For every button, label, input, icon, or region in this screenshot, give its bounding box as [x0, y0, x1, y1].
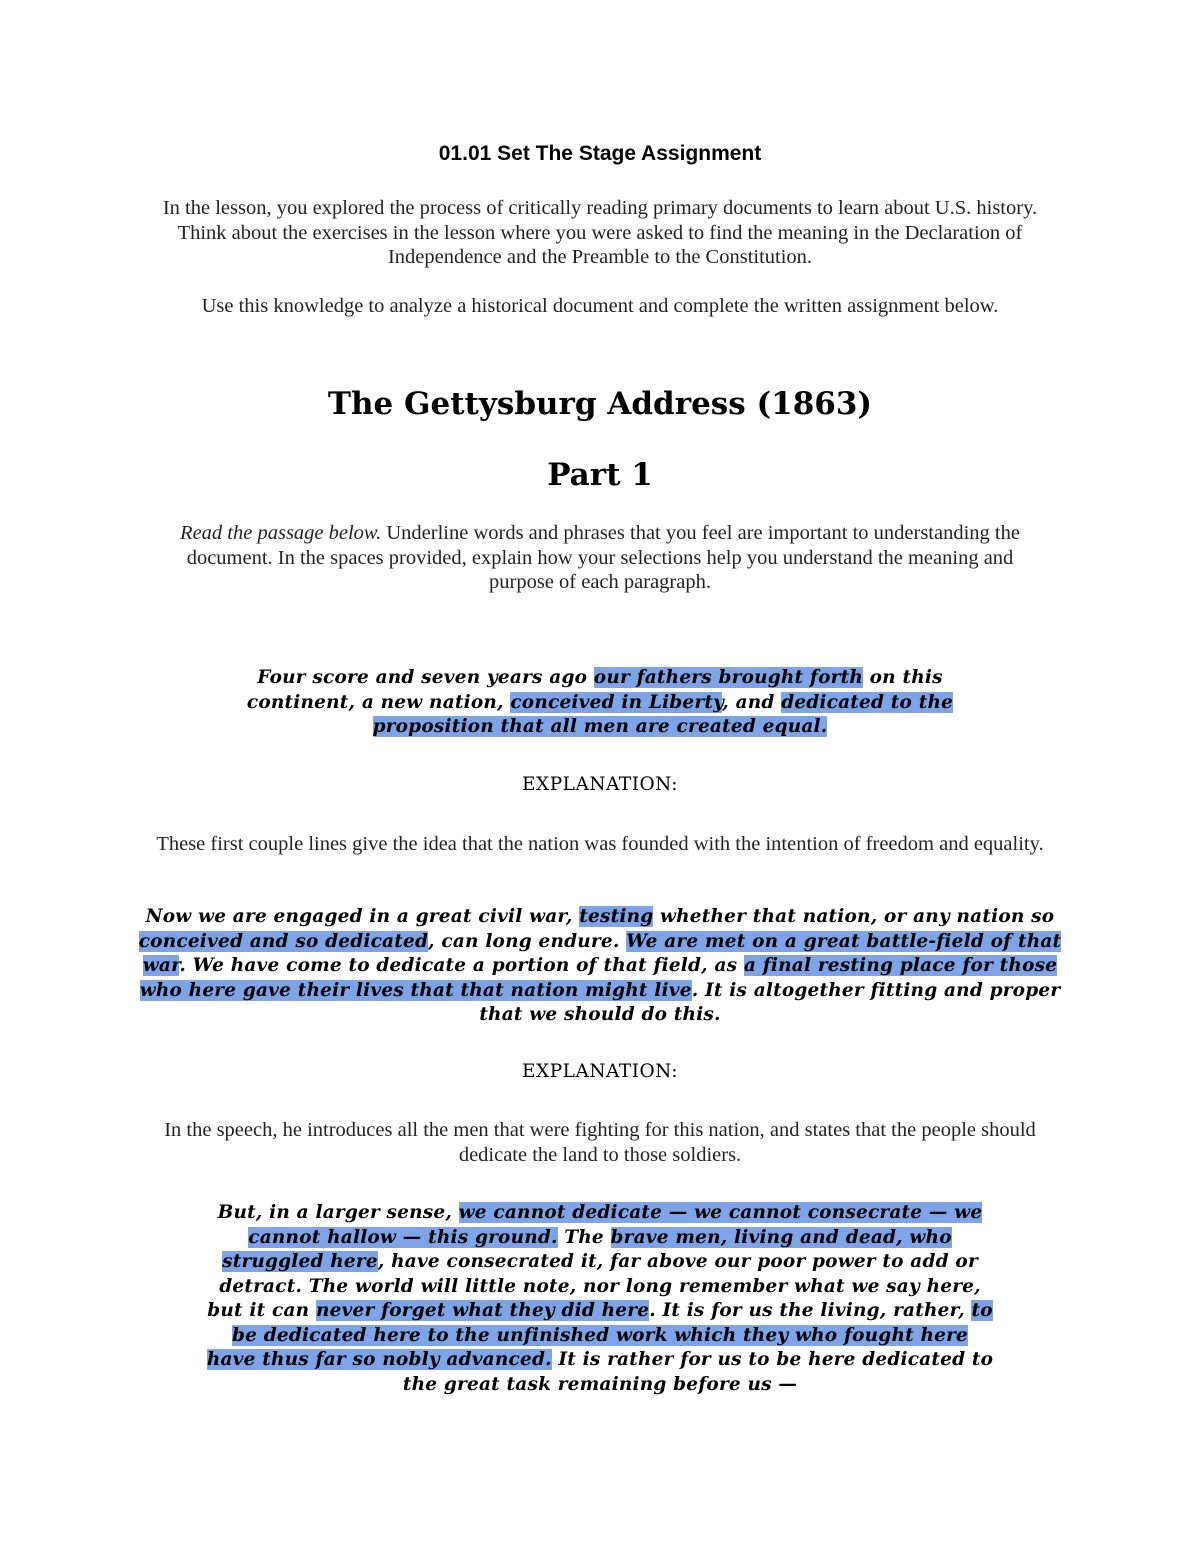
highlighted-phrase: a final resting place for those who here gave their lives that that nation might live [139, 955, 1058, 1001]
directions-text: Underline words and phrases that you feel are important to understanding the document. In the spaces provided, explain how your selections help you understand the meaning and purpose of each paragraph. [186, 522, 1020, 593]
explanation-text-2: In the speech, he introduces all the men that were fighting for this nation, and states that the people should dedicate the land to those soldiers. [164, 1119, 1036, 1166]
passage-text: Now we are engaged in a great civil war, [145, 906, 580, 927]
explanation-label-2: EXPLANATION: [522, 1061, 678, 1082]
passage-text: whether that nation, or any nation so [653, 906, 1055, 927]
passage-text: . We have come to dedicate a portion of that field, as [179, 955, 744, 976]
passage-text: . It is altogether fitting and proper that we should do this. [479, 979, 1061, 1025]
passage-text: , and [722, 691, 782, 713]
passage-text: Four score and seven years ago [257, 667, 594, 688]
passage-text: But, in a larger sense, [217, 1202, 459, 1223]
document-title: The Gettysburg Address (1863) [327, 386, 873, 422]
passage-paragraph-3 [205, 1201, 995, 1397]
passage-text: , can long endure. [428, 930, 627, 952]
highlighted-phrase: we cannot dedicate — we cannot consecrate — we cannot hallow — this ground. [248, 1202, 983, 1248]
highlighted-phrase: testing [579, 906, 654, 927]
passage-text: , have consecrated it, far above our poor power to add or detract. The world will little note, nor long remember what we say here, but it can [207, 1251, 981, 1321]
highlighted-phrase: conceived in Liberty [510, 691, 723, 713]
assignment-title: 01.01 Set The Stage Assignment [438, 142, 762, 165]
passage-text: . It is for us the living, rather, [649, 1300, 972, 1321]
highlighted-phrase: to be dedicated here to the unfinished work which they who fought here have thus far so nobly advanced. [206, 1300, 993, 1370]
highlighted-phrase: dedicated to the proposition that all men are created equal. [372, 691, 954, 737]
highlighted-phrase: our fathers brought forth [593, 667, 863, 688]
highlighted-phrase: conceived and so dedicated [138, 930, 429, 952]
passage-paragraph-2 [138, 905, 1062, 1028]
part-heading: Part 1 [547, 457, 653, 493]
passage-paragraph-1 [210, 666, 990, 740]
highlighted-phrase: never forget what they did here [315, 1300, 650, 1321]
highlighted-phrase: We are met on a great battle-field of that war [142, 930, 1062, 976]
passage-text: It is rather for us to be here dedicated to the great task remaining before us — [402, 1349, 994, 1395]
explanation-text-1: These first couple lines give the idea that the nation was founded with the intention of freedom and equality. [156, 833, 1044, 855]
directions-italic: Read the passage below. [180, 522, 382, 544]
assignment-instructions: Use this knowledge to analyze a historical document and complete the written assignment below. [201, 295, 999, 317]
reading-directions [160, 521, 1040, 595]
explanation-label-1: EXPLANATION: [522, 774, 678, 795]
highlighted-phrase: brave men, living and dead, who struggled here [222, 1226, 952, 1272]
passage-text: The [557, 1226, 611, 1248]
passage-text: on this continent, a new nation, [246, 667, 943, 713]
assignment-intro: In the lesson, you explored the process of critically reading primary documents to learn about U.S. history. Think about the exercises in the lesson where you were asked to find the meaning in the Declaration of Independence and the Preamble to the Constitution. [162, 197, 1038, 268]
